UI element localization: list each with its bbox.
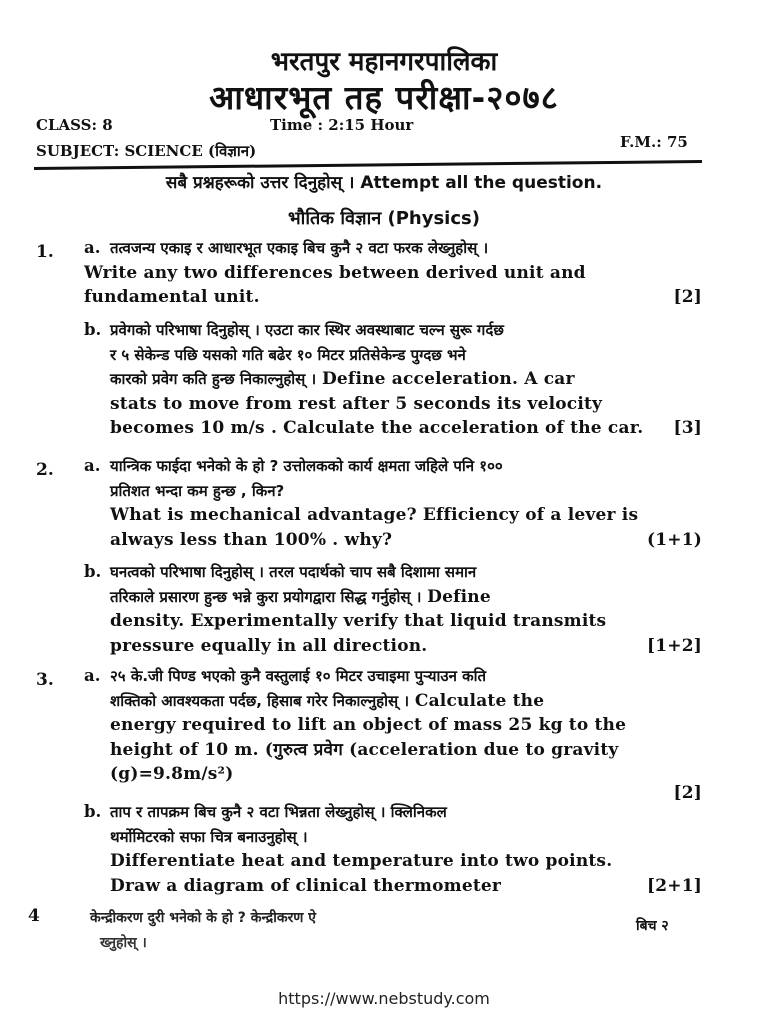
question-text-en: Write any two differences between derived unit and (84, 262, 586, 283)
question-text-np: शक्तिको आवश्यकता पर्दछ, हिसाब गरेर निकाल्नुहोस् । (110, 691, 410, 710)
question-text-en: energy required to lift an object of mass 25 kg to the (110, 715, 627, 735)
header-divider (34, 160, 702, 170)
part-label: a. (84, 238, 101, 257)
question-number: 4 (28, 906, 40, 926)
question-number: 2. (36, 460, 54, 480)
question-text-en: Define acceleration. A car (321, 369, 575, 389)
question-text-en: Define (427, 586, 491, 607)
part-label: a. (84, 666, 101, 685)
question-text-en: height of 10 m. (गुरुत्व प्रवेग (acceleration due to gravity (110, 739, 619, 760)
question-text-en: stats to move from rest after 5 seconds its velocity (110, 393, 603, 414)
question-number: 3. (36, 670, 54, 690)
question-1a (84, 236, 702, 310)
question-text-en: always less than 100% . why? (110, 529, 393, 550)
subject-label: SUBJECT: SCIENCE (विज्ञान) (36, 142, 257, 160)
question-text-en: becomes 10 m/s . Calculate the acceleration of the car. (110, 418, 644, 438)
marks: [3] (673, 418, 702, 438)
part-label: a. (84, 456, 101, 475)
question-text-en: fundamental unit. (84, 287, 260, 307)
question-4-fragment: बिच २ (636, 918, 669, 934)
question-text-en: pressure equally in all direction. (110, 635, 428, 656)
question-3b (84, 800, 702, 898)
marks: [2+1] (647, 875, 702, 896)
question-4-partial: केन्द्रीकरण दुरी भनेको के हो ? केन्द्रीकरण ऐ (90, 910, 317, 926)
question-text-en: Draw a diagram of clinical thermometer (110, 875, 502, 896)
question-text-np: र ५ सेकेन्ड पछि यसको गति बढेर १० मिटर प्रतिसेकेन्ड पुग्दछ भने (110, 345, 466, 364)
question-text-en: (g)=9.8m/s²) (110, 764, 234, 784)
question-2a (84, 454, 702, 552)
class-label: CLASS: 8 (36, 116, 113, 134)
question-1b (84, 318, 702, 441)
question-text-en: What is mechanical advantage? Efficiency of a lever is (110, 505, 639, 525)
question-text-en: Differentiate heat and temperature into two points. (110, 851, 613, 871)
question-text-np: २५ के.जी पिण्ड भएको कुनै वस्तुलाई १० मिटर उचाइमा पुर्‍याउन कति (110, 667, 487, 685)
exam-title: आधारभूत तह परीक्षा-२०७८ (209, 78, 559, 117)
question-text-np: तरिकाले प्रसारण हुन्छ भन्ने कुरा प्रयोगद्वारा सिद्ध गर्नुहोस् । (110, 587, 422, 606)
marks: [2] (673, 782, 702, 803)
part-label: b. (84, 802, 102, 821)
full-marks-label: F.M.: 75 (620, 133, 688, 151)
question-text-np: कारको प्रवेग कति हुन्छ निकाल्नुहोस् । (110, 370, 317, 388)
footer-url: https://www.nebstudy.com (278, 989, 490, 1008)
question-4-partial-line2: ख्नुहोस् । (100, 935, 147, 951)
question-number: 1. (36, 242, 54, 262)
question-text-en: density. Experimentally verify that liquid transmits (110, 611, 607, 631)
question-text-np: घनत्वको परिभाषा दिनुहोस् । तरल पदार्थको चाप सबै दिशामा समान (110, 563, 477, 581)
question-text-np: तत्वजन्य एकाइ र आधारभूत एकाइ बिच कुनै २ वटा फरक लेख्नुहोस् । (110, 239, 489, 257)
instruction: सबै प्रश्नहरूको उत्तर दिनुहोस् । Attempt all the question. (165, 173, 603, 193)
question-text-np: प्रवेगको परिभाषा दिनुहोस् । एउटा कार स्थिर अवस्थाबाट चल्न सुरू गर्दछ (110, 321, 504, 339)
municipality-title: भरतपुर महानगरपालिका (270, 47, 498, 77)
question-2b (84, 560, 702, 658)
part-label: b. (84, 562, 102, 581)
question-text-np: प्रतिशत भन्दा कम हुन्छ , किन? (110, 481, 285, 500)
marks: [2] (673, 287, 702, 307)
marks: (1+1) (647, 529, 702, 550)
question-text-np: थर्मोमिटरको सफा चित्र बनाउनुहोस् । (110, 827, 308, 846)
part-label: b. (84, 320, 102, 339)
question-3a (84, 664, 702, 805)
marks: [1+2] (647, 635, 702, 656)
question-text-np: ताप र तापक्रम बिच कुनै २ वटा भिन्नता लेख्नुहोस् । क्लिनिकल (110, 803, 447, 821)
section-title: भौतिक विज्ञान (Physics) (288, 208, 480, 229)
time-label: Time : 2:15 Hour (270, 116, 414, 134)
question-text-np: यान्त्रिक फाईदा भनेको के हो ? उत्तोलकको कार्य क्षमता जहिले पनि १०० (110, 457, 503, 475)
question-text-en: Calculate the (414, 690, 545, 711)
